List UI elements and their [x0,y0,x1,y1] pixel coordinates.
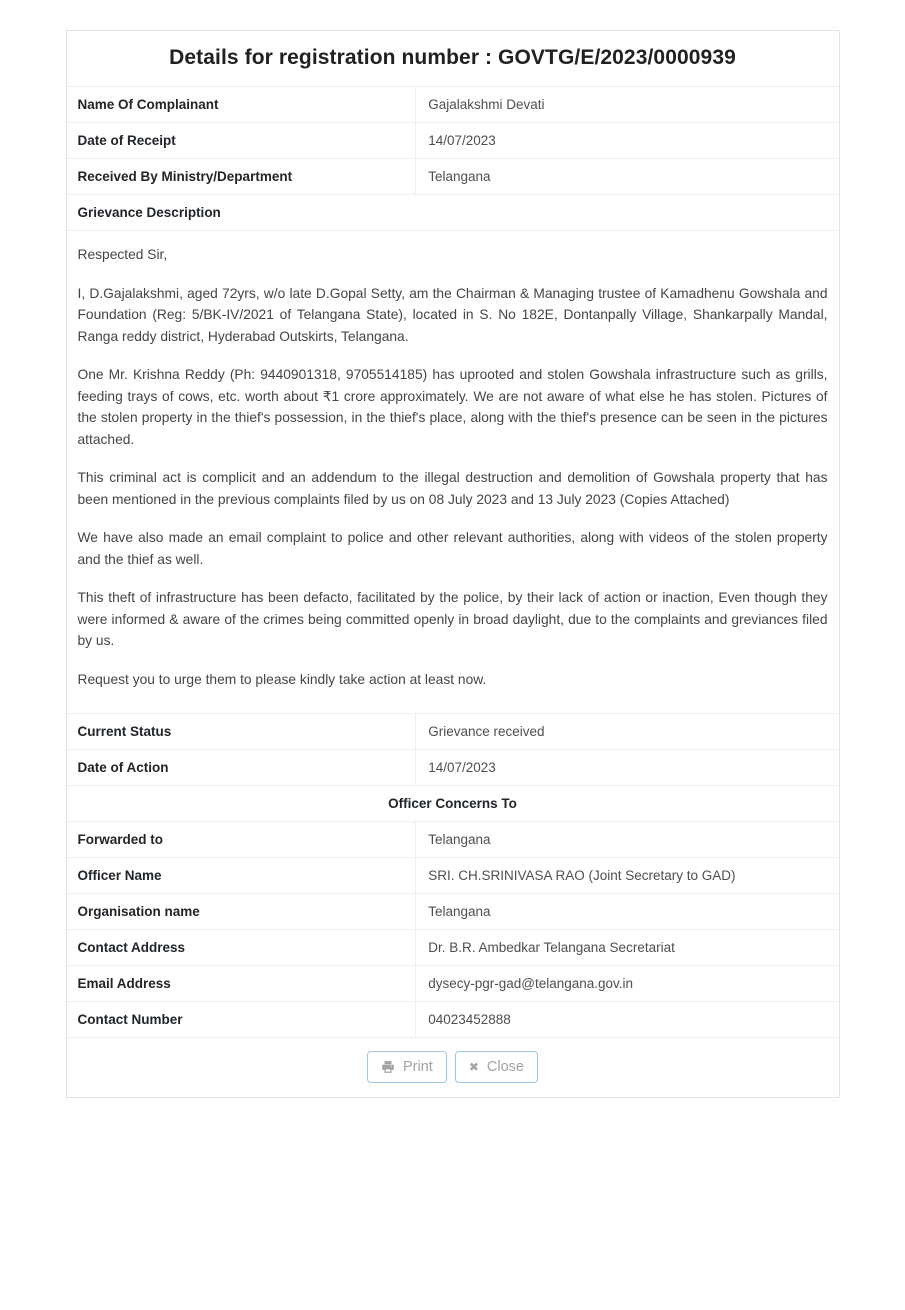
field-value: Dr. B.R. Ambedkar Telangana Secretariat [428,940,675,956]
field-value: dysecy-pgr-gad@telangana.gov.in [428,976,634,992]
field-value: 04023452888 [428,1012,511,1028]
table-row [67,966,839,1002]
field-value: Gajalakshmi Devati [428,97,545,112]
field-value: Telangana [428,169,491,184]
field-label: Date of Receipt [67,123,417,158]
table-row [67,1002,839,1038]
field-label: Date of Action [67,750,417,785]
field-label: Email Address [67,966,417,1001]
field-value: Grievance received [428,724,545,740]
page-title: Details for registration number : GOVTG/E/2023/0000939 [67,31,839,87]
field-label: Contact Number [67,1002,417,1037]
table-row [67,858,839,894]
table-row [67,930,839,966]
description-paragraph: Request you to urge them to please kindly take action at least now. [77,671,487,687]
table-row [67,714,839,750]
print-button[interactable] [367,1051,447,1083]
table-row [67,750,839,786]
field-value: SRI. CH.SRINIVASA RAO (Joint Secretary to GAD) [428,868,736,884]
printer-icon [381,1060,395,1074]
field-label: Contact Address [67,930,417,965]
grievance-description-text [67,231,839,714]
grievance-details-card [66,30,840,1098]
field-label: Forwarded to [67,822,417,857]
table-row [67,159,839,195]
description-paragraph: One Mr. Krishna Reddy (Ph: 9440901318, 9705514185) has uprooted and stolen Gowshala infrastructure such as grills, feeding trays of cows, etc. worth about ₹1 crore approximately. We are not aware of what else he has stolen. Pictures of the stolen property in the thief's possession, in the thief's place, along with the thief's presence can be seen in the pictures attached. [77,367,828,447]
description-paragraph: Respected Sir, [77,247,168,262]
table-row [67,87,839,123]
description-paragraph: We have also made an email complaint to police and other relevant authorities, along with videos of the stolen property and the thief as well. [77,530,828,567]
table-row [67,822,839,858]
table-row [67,894,839,930]
field-label: Name Of Complainant [67,87,417,122]
close-icon: ✖ [468,1060,479,1075]
close-button[interactable] [455,1051,538,1083]
field-label: Officer Name [67,858,417,893]
field-label: Received By Ministry/Department [67,159,417,194]
print-button-label: Print [403,1059,433,1076]
field-value: 14/07/2023 [428,760,496,776]
field-label: Current Status [67,714,417,749]
field-value: Telangana [428,904,491,920]
table-row [67,123,839,159]
description-paragraph: I, D.Gajalakshmi, aged 72yrs, w/o late D.Gopal Setty, am the Chairman & Managing trustee of Kamadhenu Gowshala and Foundation (Reg: 5/BK-IV/2021 of Telangana State), located in S. No 182E, Dontanpally Village, Shankarpally Mandal, Ranga reddy district, Hyderabad Outskirts, Telangana. [77,285,828,344]
close-button-label: Close [486,1059,524,1076]
actions-row [67,1038,839,1097]
field-value: 14/07/2023 [428,133,496,148]
description-paragraph: This theft of infrastructure has been defacto, facilitated by the police, by their lack of action or inaction, Even though they were informed & aware of the crimes being committed openly in broad daylight, due to the complaints and greviances filed by us. [77,590,828,649]
field-value: Telangana [428,832,491,848]
description-paragraph: This criminal act is complicit and an addendum to the illegal destruction and demolition of Gowshala property that has been mentioned in the previous complaints filed by us on 08 July 2023 and 13 July 2023 (Copies Attached) [77,470,828,507]
officer-concerns-heading: Officer Concerns To [67,786,839,822]
field-label: Organisation name [67,894,417,929]
grievance-description-heading: Grievance Description [67,195,839,231]
